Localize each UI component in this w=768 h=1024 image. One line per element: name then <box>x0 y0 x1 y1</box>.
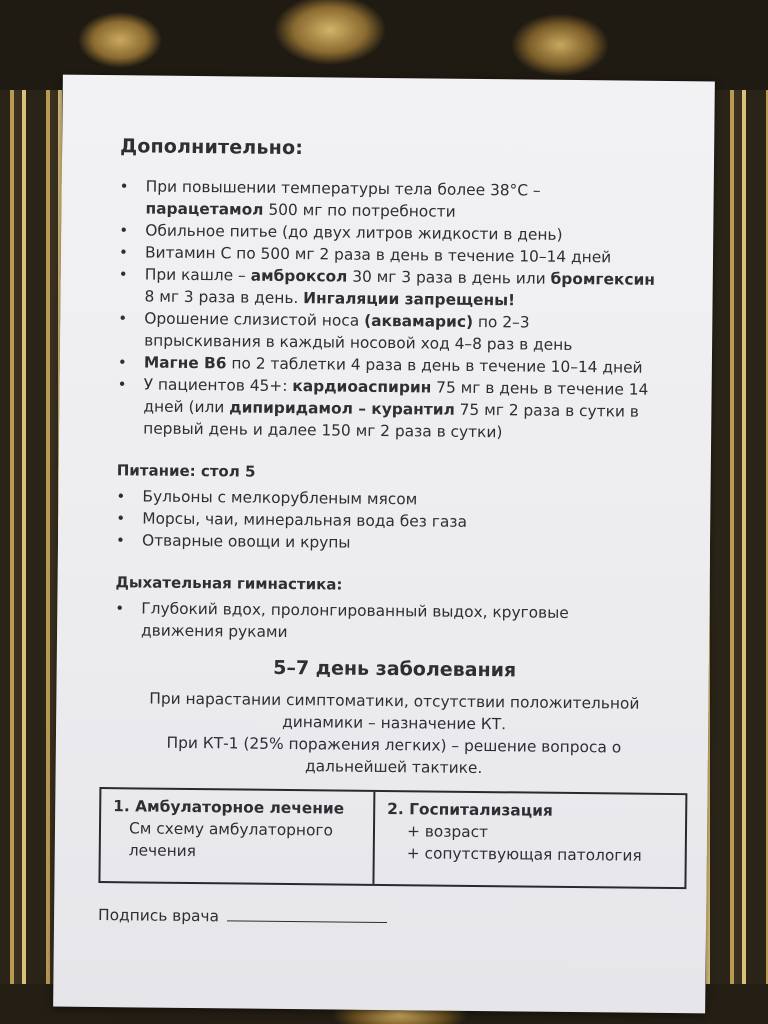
additional-list <box>117 175 680 445</box>
signature-label: Подпись врача <box>98 906 220 926</box>
list-item: • Обильное питье (до двух литров жидкости в день) <box>119 219 679 247</box>
list-item: • Морсы, чаи, минеральная вода без газа <box>116 507 676 535</box>
list-item: • Орошение слизистой носа (аквамарис) по 2–3 впрыскивания в каждый носовой ход 4–8 раз в день <box>118 307 678 357</box>
list-item: • Магне В6 по 2 таблетки 4 раза в день в течение 10–14 дней <box>118 351 678 379</box>
treatment-table <box>98 787 687 889</box>
list-item: • Витамин С по 500 мг 2 раза в день в течение 10–14 дней <box>119 241 679 269</box>
list-item: • У пациентов 45+: кардиоаспирин 75 мг в день в течение 14 дней (или дипиридамол – курантил 75 мг 2 раза в сутки в первый день и далее 150 мг 2 раза в сутки) <box>117 373 678 445</box>
list-item: • Отварные овощи и крупы <box>116 529 676 557</box>
breathing-list <box>115 597 675 647</box>
signature-line <box>227 906 387 923</box>
doctor-signature <box>98 905 672 930</box>
paper-sheet <box>53 75 715 1014</box>
table-cell-hospitalization: 2. Госпитализация + возраст + сопутствующая патология <box>374 792 685 887</box>
section-title-breathing: Дыхательная гимнастика: <box>115 573 343 594</box>
cell-heading: 1. Амбулаторное лечение <box>113 797 345 818</box>
nutrition-list <box>116 485 677 557</box>
stage-title: 5–7 день заболевания <box>273 656 517 682</box>
list-item: • При кашле – амброксол 30 мг 3 раза в день или бромгексин 8 мг 3 раза в день. Ингаляции запрещены! <box>118 263 678 313</box>
sheet-content <box>98 135 680 930</box>
list-item: • При повышении температуры тела более 38°С – парацетамол 500 мг по потребности <box>119 175 679 225</box>
section-title-additional: Дополнительно: <box>120 135 304 160</box>
list-item: • Глубокий вдох, пролонгированный выдох, круговые движения руками <box>115 597 675 647</box>
cell-heading: 2. Госпитализация <box>387 800 553 820</box>
stage-description: При нарастании симптоматики, отсутствии положительной динамики – назначение КТ. При КТ-1 (25% поражения легких) – решение вопроса о дальнейшей тактике. <box>149 689 640 778</box>
list-item: • Бульоны с мелкорубленым мясом <box>116 485 676 513</box>
table-cell-outpatient: 1. Амбулаторное лечение См схему амбулаторного лечения <box>100 789 375 884</box>
section-title-nutrition: Питание: стол 5 <box>116 461 256 481</box>
